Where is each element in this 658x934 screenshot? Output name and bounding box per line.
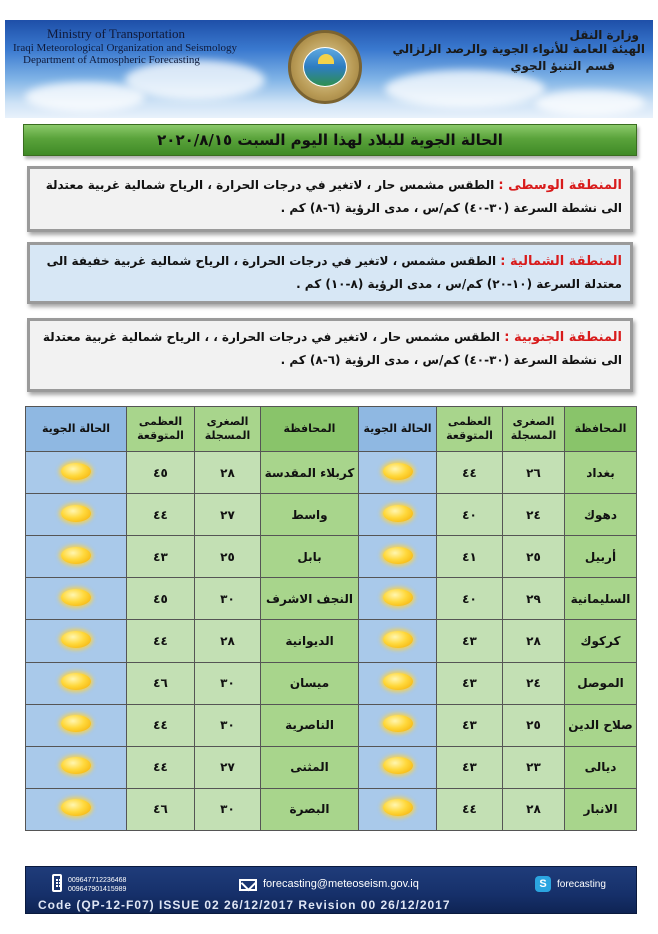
page-title: الحالة الجوية للبلاد لهذا اليوم السبت ٢٠٢٠/٨/١٥ [157,131,503,149]
ministry-name-en: Ministry of Transportation [47,26,185,41]
max-temp-cell: ٤٦ [127,662,195,704]
province-cell: الديوانية [261,620,359,662]
organization-logo [288,30,362,104]
max-temp-cell: ٤٤ [127,620,195,662]
province-cell: ديالى [565,746,637,788]
sun-icon [383,505,413,522]
sun-icon [61,673,91,690]
max-temp-cell: ٤٤ [127,704,195,746]
table-row [26,620,637,662]
min-temp-cell: ٢٧ [195,494,261,536]
weather-cell [26,578,127,620]
max-temp-cell: ٤٦ [127,788,195,830]
province-cell: النجف الاشرف [261,578,359,620]
table-row [26,452,637,494]
header-max: العظمى المتوقعة [437,407,503,452]
region-south [27,318,633,392]
sun-icon [61,715,91,732]
max-temp-cell: ٤٣ [437,620,503,662]
min-temp-cell: ٢٩ [503,578,565,620]
header-weather: الحالة الجوية [359,407,437,452]
table-header-row [26,407,637,452]
organization-name-ar: الهيئة العامة للأنواء الجوية والرصد الزلزالي [392,42,645,56]
max-temp-cell: ٤٥ [127,578,195,620]
province-cell: كركوك [565,620,637,662]
ministry-name-ar: وزارة النقل [569,28,639,42]
max-temp-cell: ٤٣ [437,662,503,704]
phone-icon [52,874,62,892]
province-cell: الموصل [565,662,637,704]
phone-numbers [68,876,126,894]
sun-icon [383,715,413,732]
province-cell: المثنى [261,746,359,788]
organization-name-en: Iraqi Meteorological Organization and Seismology [13,42,238,54]
region-south-text: الطقس مشمس حار ، لاتغير في درجات الحرارة ، ، الرياح شمالية غربية معتدلة الى نشطة السرعة (٣٠-٤٠) كم/س ، مدى الرؤية (٦-٨) كم . [42,330,622,367]
max-temp-cell: ٤٣ [437,704,503,746]
sun-icon [61,505,91,522]
province-cell: الانبار [565,788,637,830]
footer-bar [25,866,637,914]
weather-cell [26,452,127,494]
skype-handle[interactable]: forecasting [557,879,606,890]
header-arabic [393,28,645,73]
weather-cell [26,662,127,704]
min-temp-cell: ٢٥ [503,536,565,578]
sun-icon [61,631,91,648]
weather-cell [359,704,437,746]
weather-cell [359,662,437,704]
min-temp-cell: ٣٠ [195,704,261,746]
department-name-en: Department of Atmospheric Forecasting [23,54,200,66]
weather-cell [26,620,127,662]
title-bar [23,124,637,156]
weather-cell [26,536,127,578]
email-link[interactable]: forecasting@meteoseism.gov.iq [263,878,419,890]
min-temp-cell: ٣٠ [195,578,261,620]
weather-cell [26,788,127,830]
region-north-text: الطقس مشمس ، لاتغير في درجات الحرارة ، الرياح شمالية غربية خفيفة الى معتدلة السرعة (١٠-٢٠) كم/س ، مدى الرؤية (٨-١٠) كم . [46,254,622,291]
header-province: المحافظة [565,407,637,452]
max-temp-cell: ٤٤ [437,452,503,494]
max-temp-cell: ٤٤ [127,746,195,788]
skype-icon: S [535,876,551,892]
min-temp-cell: ٢٥ [195,536,261,578]
sun-icon [383,757,413,774]
sun-icon [61,463,91,480]
phone-number-2: 009647901415989 [68,886,127,893]
province-cell: بغداد [565,452,637,494]
region-north-name: المنطقة الشمالية : [500,254,622,269]
header-min: الصغرى المسجلة [503,407,565,452]
weather-cell [26,704,127,746]
sun-icon [383,631,413,648]
min-temp-cell: ٢٣ [503,746,565,788]
logo-sun [318,54,334,64]
sun-icon [383,589,413,606]
table-row [26,536,637,578]
table-row [26,662,637,704]
sun-icon [383,463,413,480]
table-row [26,704,637,746]
max-temp-cell: ٤٠ [437,494,503,536]
region-central [27,166,633,232]
weather-cell [359,578,437,620]
header-weather: الحالة الجوية [26,407,127,452]
max-temp-cell: ٤٣ [437,746,503,788]
province-cell: الناصرية [261,704,359,746]
header-province: المحافظة [261,407,359,452]
max-temp-cell: ٤٤ [437,788,503,830]
province-cell: دهوك [565,494,637,536]
max-temp-cell: ٤٤ [127,494,195,536]
weather-cell [359,620,437,662]
region-north [27,242,633,304]
max-temp-cell: ٤٥ [127,452,195,494]
weather-cell [26,494,127,536]
weather-table [25,406,637,831]
table-row [26,578,637,620]
document-code-line: Code (QP-12-F07) ISSUE 02 26/12/2017 Revision 00 26/12/2017 [38,898,451,912]
sun-icon [383,673,413,690]
sun-icon [61,547,91,564]
max-temp-cell: ٤٣ [127,536,195,578]
weather-cell [359,494,437,536]
min-temp-cell: ٢٨ [195,620,261,662]
province-cell: أربيل [565,536,637,578]
table-row [26,788,637,830]
region-south-name: المنطقة الجنوبية : [504,330,622,345]
mail-icon [239,879,257,891]
weather-cell [359,746,437,788]
region-central-text: الطقس مشمس حار ، لاتغير في درجات الحرارة ، الرياح شمالية غربية معتدلة الى نشطة السرعة (٣٠-٤٠) كم/س ، مدى الرؤية (٦-٨) كم . [45,178,622,215]
province-cell: كربلاء المقدسة [261,452,359,494]
phone-number-1: 009647712236468 [68,877,127,884]
department-name-ar: قسم التنبؤ الجوي [510,59,615,73]
sun-icon [61,757,91,774]
min-temp-cell: ٢٤ [503,662,565,704]
sun-icon [383,799,413,816]
max-temp-cell: ٤٠ [437,578,503,620]
min-temp-cell: ٢٦ [503,452,565,494]
min-temp-cell: ٢٨ [503,788,565,830]
min-temp-cell: ٢٨ [503,620,565,662]
province-cell: ميسان [261,662,359,704]
weather-cell [26,746,127,788]
max-temp-cell: ٤١ [437,536,503,578]
min-temp-cell: ٣٠ [195,662,261,704]
min-temp-cell: ٢٧ [195,746,261,788]
province-cell: واسط [261,494,359,536]
logo-emblem [303,47,347,87]
region-central-name: المنطقة الوسطى : [498,178,622,193]
province-cell: بابل [261,536,359,578]
table-row [26,746,637,788]
header-english [13,26,237,66]
weather-cell [359,452,437,494]
header-max: العظمى المتوقعة [127,407,195,452]
sun-icon [61,799,91,816]
province-cell: صلاح الدين [565,704,637,746]
weather-cell [359,788,437,830]
weather-cell [359,536,437,578]
province-cell: البصرة [261,788,359,830]
province-cell: السليمانية [565,578,637,620]
min-temp-cell: ٣٠ [195,788,261,830]
min-temp-cell: ٢٨ [195,452,261,494]
min-temp-cell: ٢٥ [503,704,565,746]
sun-icon [383,547,413,564]
sun-icon [61,589,91,606]
header-min: الصغرى المسجلة [195,407,261,452]
min-temp-cell: ٢٤ [503,494,565,536]
table-row [26,494,637,536]
